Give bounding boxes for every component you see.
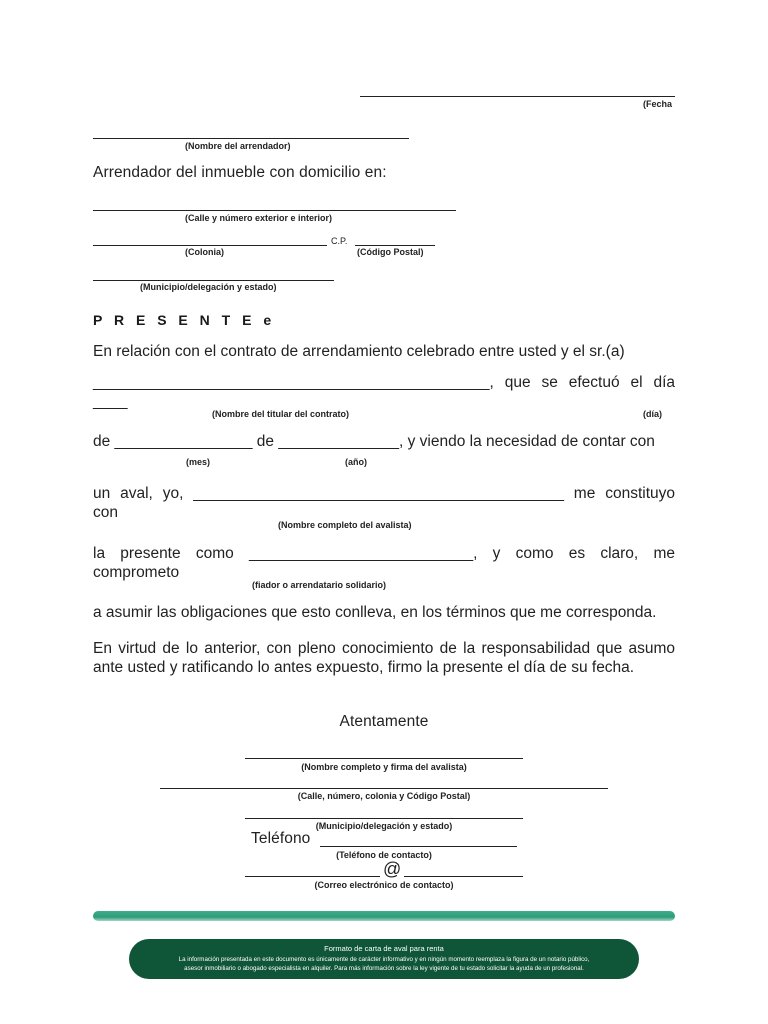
footer-disclaimer-box — [129, 939, 639, 979]
cp-prefix: C.P. — [331, 236, 348, 246]
municipio-aval-line[interactable] — [245, 818, 523, 819]
atentamente-text: Atentamente — [339, 713, 429, 730]
label-avalista: (Nombre completo del avalista) — [278, 520, 412, 530]
correo-line-right[interactable] — [404, 876, 523, 877]
calle-line[interactable] — [93, 210, 456, 211]
telefono-line[interactable] — [320, 846, 517, 847]
telefono-label: (Teléfono de contacto) — [336, 850, 432, 860]
correo-label: (Correo electrónico de contacto) — [314, 880, 454, 890]
footer-note-line1: La información presentada en este documento es únicamente de carácter informativo y en ningún momento reemplaza la figura de un notario público, — [178, 956, 590, 963]
label-fiador: (fiador o arrendatario solidario) — [252, 580, 387, 590]
at-sign: @ — [383, 859, 402, 879]
body-p7: En virtud de lo anterior, con pleno conocimiento de la responsabilidad que asumo ante usted y ratificando lo antes expuesto, firmo la presente el día de su fecha. — [93, 640, 675, 676]
body-p2: ______________________________________________, que se efectuó el día ____ — [93, 374, 675, 410]
fecha-line[interactable] — [360, 96, 675, 97]
arrendador-line[interactable] — [93, 138, 409, 139]
direccion-line[interactable] — [160, 788, 608, 789]
colonia-line[interactable] — [93, 245, 327, 246]
body-p4: un aval, yo, ___________________________________________ me constituyo con — [93, 485, 675, 521]
presente-heading: P R E S E N T E e — [93, 312, 276, 328]
municipio-label: (Municipio/delegación y estado) — [140, 282, 277, 292]
telefono-prefix: Teléfono — [251, 830, 311, 847]
footer-note-line2: asesor inmobiliario o abogado especialista en alquiler. Para más información sobre la ley vigente de tu estado solicitar la ayuda de un profesional. — [184, 965, 584, 972]
cp-line[interactable] — [355, 245, 435, 246]
arrendador-domicilio-text: Arrendador del inmueble con domicilio en: — [93, 164, 387, 181]
body-p6: a asumir las obligaciones que esto conlleva, en los términos que me corresponda. — [93, 604, 657, 621]
body-p3: de ________________ de ______________, y viendo la necesidad de contar con — [93, 433, 655, 450]
footer-divider-bar — [93, 911, 675, 921]
direccion-label: (Calle, número, colonia y Código Postal) — [297, 791, 471, 801]
calle-label: (Calle y número exterior e interior) — [185, 213, 333, 223]
fecha-label: (Fecha — [643, 99, 673, 109]
arrendador-label: (Nombre del arrendador) — [185, 141, 291, 151]
body-p1: En relación con el contrato de arrendamiento celebrado entre usted y el sr.(a) — [93, 343, 625, 360]
colonia-label: (Colonia) — [185, 247, 224, 257]
label-anio: (año) — [345, 457, 367, 467]
footer-title: Formato de carta de aval para renta — [324, 944, 444, 953]
correo-line-left[interactable] — [245, 876, 380, 877]
municipio-aval-label: (Municipio/delegación y estado) — [315, 821, 453, 831]
label-mes: (mes) — [186, 457, 211, 467]
firma-line[interactable] — [245, 758, 523, 759]
municipio-line[interactable] — [93, 280, 334, 281]
label-dia: (día) — [643, 409, 662, 419]
cp-label: (Código Postal) — [357, 247, 424, 257]
body-p5: la presente como __________________________, y como es claro, me comprometo — [93, 545, 675, 581]
label-titular: (Nombre del titular del contrato) — [212, 409, 350, 419]
firma-label: (Nombre completo y firma del avalista) — [301, 762, 467, 772]
